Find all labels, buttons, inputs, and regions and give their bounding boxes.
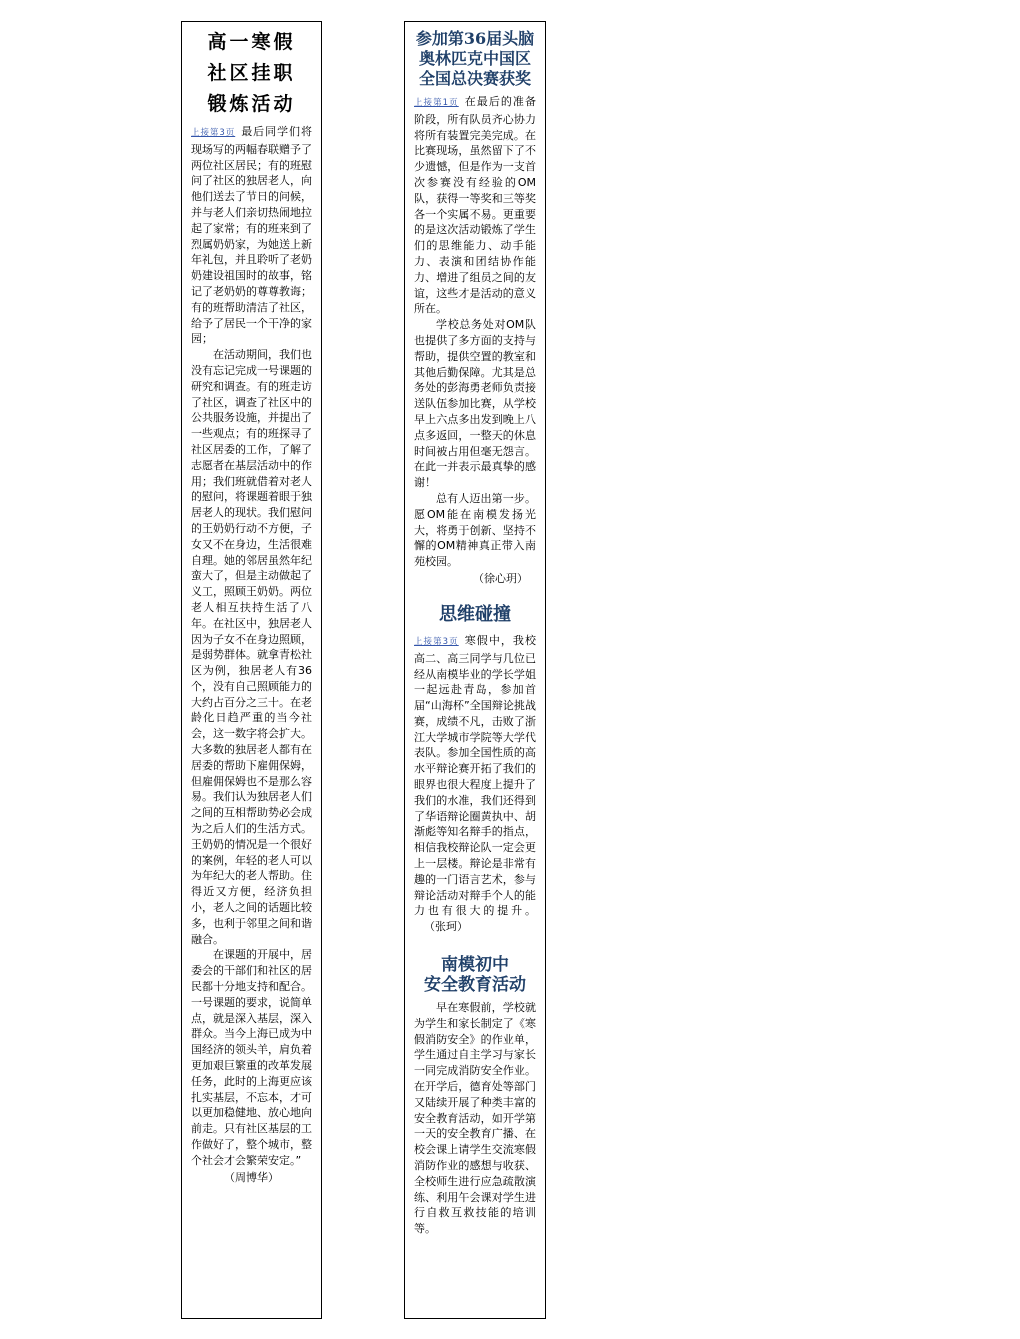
- headline-line: 南模初中: [441, 955, 509, 976]
- author-byline: （徐心玥）: [473, 571, 528, 585]
- headline-line: 社区挂职: [207, 62, 296, 84]
- left-column: [181, 21, 322, 1319]
- headline-line: 安全教育活动: [424, 975, 526, 996]
- author-byline: （张珂）: [424, 920, 468, 934]
- headline-line: 奥林匹克中国区: [418, 49, 531, 68]
- headline-line: 高一寒假: [207, 31, 296, 53]
- headline-line: 全国总决赛获奖: [418, 69, 531, 88]
- paragraph-text: 最后同学们将现场写的两幅春联赠予了两位社区居民；有的班慰问了社区的独居老人，向他们送去了节日的问候，并与老人们亲切热闹地拉起了家常；有的班来到了烈属奶奶家，为她送上新年礼包，并且聆听了老奶奶建设祖国时的故事，铭记了老奶奶的尊尊教诲；有的班帮助清洁了社区，给予了居民一个干净的家园；: [191, 125, 312, 346]
- left-headline: [191, 27, 312, 120]
- body-paragraph: [191, 124, 312, 347]
- continued-from-link[interactable]: 上接第3页: [414, 636, 459, 647]
- article1-headline: [414, 29, 536, 89]
- headline-line: 参加第36届头脑: [415, 29, 535, 48]
- body-paragraph: 在课题的开展中，居委会的干部们和社区的居民都十分地支持和配合。一号课题的要求，说简单点，就是深入基层，深入群众。当今上海已成为中国经济的领头羊，肩负着更加艰巨繁重的改革发展任务，此时的上海更应该扎实基层，不忘本，才可以更加稳健地、放心地向前走。只有社区基层的工作做好了，整个城市，整个社会才会繁荣安定。”: [191, 948, 312, 1167]
- body-paragraph: 在活动期间，我们也没有忘记完成一号课题的研究和调查。有的班走访了社区，调查了社区中的公共服务设施，并提出了一些观点；有的班探寻了社区居委的工作，了解了志愿者在基层活动中的作用；我们班就借着对老人的慰问，将课题着眼于独居老人的现状。我们慰问的王奶奶行动不方便，子女又不在身边，生活很难自理。她的邻居虽然年纪蛮大了，但是主动做起了义工，照顾王奶奶。两位老人相互扶持生活了八年。在社区中，独居老人因为子女不在身边照顾，是弱势群体。就拿青松社区为例，独居老人有36个，没有自己照顾能力的大约占百分之三十。在老龄化日趋严重的当今社会，这一数字将会扩大。大多数的独居老人都有在居委的帮助下雇佣保姆，但雇佣保姆也不是那么容易。我们认为独居老人们之间的互相帮助势必会成为之后人们的生活方式。王奶奶的情况是一个很好的案例，年轻的老人可以为年纪大的老人帮助。住得近又方便，经济负担小，老人之间的话题比较多，也利于邻里之间和谐融合。: [191, 348, 312, 946]
- article3-headline: [414, 955, 536, 995]
- right-column: [404, 21, 546, 1319]
- paragraph-text: 寒假中，我校高二、高三同学与几位已经从南模毕业的学长学姐一起远赴青岛，参加首届“山海杯”全国辩论挑战赛，成绩不凡，击败了浙江大学城市学院等大学代表队。参加全国性质的高水平辩论赛开拓了我们的眼界也很大程度上提升了我们的水准，我们还得到了华语辩论圈黄执中、胡渐彪等知名辩手的指点，相信我校辩论队一定会更上一层楼。辩论是非常有趣的一门语言艺术，参与辩论活动对辩手个人的能力也有很大的提升。: [414, 633, 536, 918]
- article2-headline: 思维碰撞: [439, 603, 511, 625]
- body-paragraph: [414, 94, 536, 317]
- continued-from-link[interactable]: 上接第1页: [414, 98, 459, 108]
- continued-from-link[interactable]: 上接第3页: [191, 128, 236, 138]
- author-byline: （周博华）: [224, 1170, 279, 1184]
- body-paragraph: 学校总务处对OM队也提供了多方面的支持与帮助，提供空置的教室和其他后勤保障。尤其是总务处的彭海勇老师负责接送队伍参加比赛，从学校早上六点多出发到晚上八点多返回，一整天的休息时间被占用但毫无怨言。在此一并表示最真挚的感谢！: [414, 318, 536, 490]
- body-paragraph: 早在寒假前，学校就为学生和家长制定了《寒假消防安全》的作业单，学生通过自主学习与家长一同完成消防安全作业。在开学后，德育处等部门又陆续开展了种类丰富的安全教育活动，如开学第一天的安全教育广播、在校会课上请学生交流寒假消防作业的感想与收获、全校师生进行应急疏散演练、利用午会课对学生进行自救互救技能的培训等。: [414, 1001, 536, 1236]
- paragraph-text: 在最后的准备阶段，所有队员齐心协力将所有装置完美完成。在比赛现场，虽然留下了不少遗憾，但是作为一支首次参赛没有经验的OM队，获得一等奖和三等奖各一个实属不易。更重要的是这次活动锻炼了学生们的思维能力、动手能力、表演和团结协作能力、增进了组员之间的友谊，这些才是活动的意义所在。: [414, 95, 536, 316]
- headline-line: 锻炼活动: [207, 93, 296, 115]
- body-paragraph: 总有人迈出第一步。愿OM能在南模发扬光大，将勇于创新、坚持不懈的OM精神真正带入南苑校园。: [414, 491, 536, 569]
- body-paragraph: [414, 633, 536, 935]
